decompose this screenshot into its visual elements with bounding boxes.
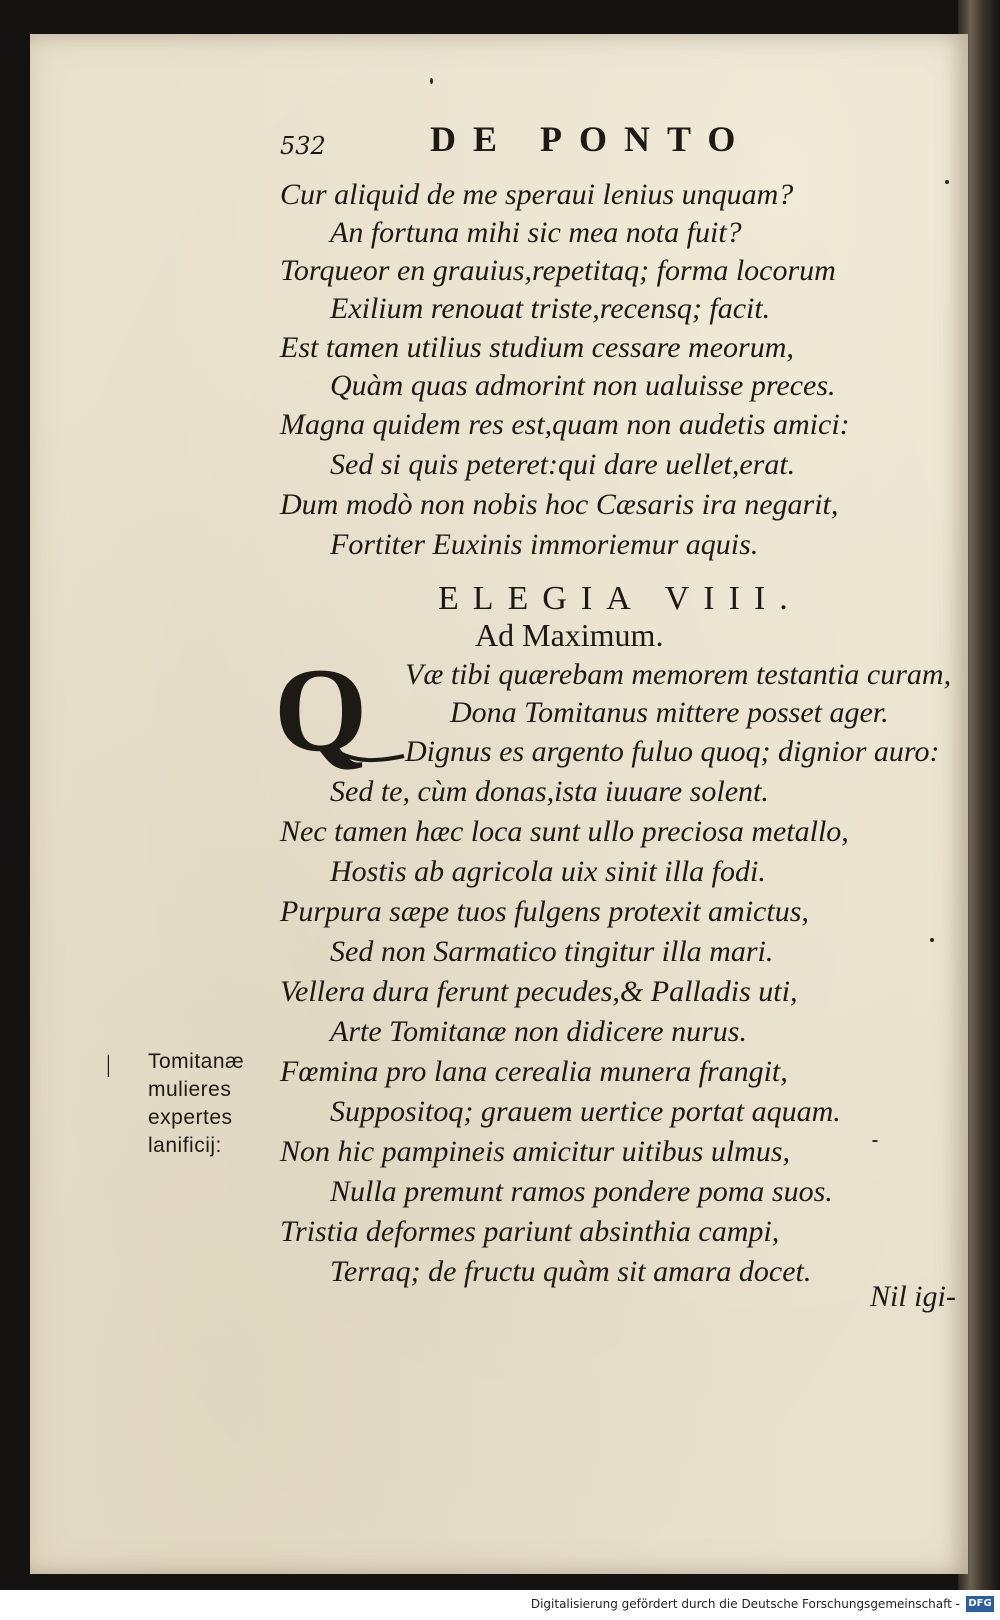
verse-line: Vellera dura ferunt pecudes,& Palladis uti, (280, 975, 798, 1008)
verse-line: Quàm quas admorint non ualuisse preces. (330, 369, 836, 402)
ink-speck (430, 78, 433, 84)
verse-line: Tristia deformes pariunt absinthia campi, (280, 1215, 780, 1248)
drop-cap (274, 643, 394, 776)
verse-line: Nulla premunt ramos pondere poma suos. (330, 1175, 833, 1208)
margin-mark: | (106, 1052, 111, 1078)
margin-note-line: mulieres (148, 1078, 232, 1101)
ink-speck (945, 180, 949, 184)
margin-note-line: Tomitanæ (148, 1050, 245, 1073)
drop-cap-letter: Q (274, 643, 368, 776)
verse-line: Nec tamen hæc loca sunt ullo preciosa metallo, (280, 815, 849, 848)
verse-line: An fortuna mihi sic mea nota fuit? (330, 216, 742, 249)
verse-line: Væ tibi quærebam memorem testantia curam, (405, 658, 952, 691)
verse-line: Dona Tomitanus mittere posset ager. (450, 696, 889, 729)
verse-line: Fortiter Euxinis immoriemur aquis. (330, 528, 759, 561)
verse-line: Purpura sæpe tuos fulgens protexit amictus, (280, 895, 809, 928)
verse-line: Magna quidem res est,quam non audetis amici: (280, 408, 850, 441)
verse-line: Cur aliquid de me speraui lenius unquam? (280, 178, 794, 211)
verse-line: Exilium renouat triste,recensq; facit. (330, 292, 771, 325)
section-subheading: Ad Maximum. (475, 617, 664, 653)
verse-line: Sed non Sarmatico tingitur illa mari. (330, 935, 774, 968)
margin-note-line: expertes (148, 1106, 233, 1129)
footer-credit: Digitalisierung gefördert durch die Deutsche Forschungsgemeinschaft - (530, 1597, 960, 1611)
margin-note-line: lanificij: (148, 1134, 222, 1157)
verse-line: Torqueor en grauius,repetitaq; forma locorum (280, 254, 836, 287)
verse-line: Sed si quis peteret:qui dare uellet,erat. (330, 448, 796, 481)
verse-line: Dum modò non nobis hoc Cæsaris ira negarit, (280, 488, 839, 521)
section-heading: ELEGIA VIII. (438, 580, 802, 617)
verse-line: Terraq; de fructu quàm sit amara docet. (330, 1255, 812, 1288)
verse-line: Fœmina pro lana cerealia munera frangit, (280, 1055, 788, 1088)
running-head (280, 118, 760, 158)
verse-line: Arte Tomitanæ non didicere nurus. (330, 1015, 747, 1048)
verse-line: Dignus es argento fuluo quoq; dignior auro: (405, 735, 940, 768)
dfg-logo: DFG (966, 1596, 994, 1612)
verse-line: Hostis ab agricola uix sinit illa fodi. (330, 855, 766, 888)
verse-line: Est tamen utilius studium cessare meorum, (280, 331, 794, 364)
digitization-footer (0, 1590, 1000, 1620)
ink-speck (930, 938, 934, 942)
ink-speck (872, 1140, 878, 1142)
catchword: Nil igi- (870, 1280, 956, 1313)
margin-note (148, 1048, 278, 1160)
running-title: DE PONTO (430, 119, 753, 159)
verse-line: Suppositoq; grauem uertice portat aquam. (330, 1095, 841, 1128)
page-number: 532 (280, 132, 326, 160)
drop-cap-flourish-icon (336, 746, 406, 764)
verse-line: Sed te, cùm donas,ista iuuare solent. (330, 775, 769, 808)
verse-line: Non hic pampineis amicitur uitibus ulmus, (280, 1135, 790, 1168)
